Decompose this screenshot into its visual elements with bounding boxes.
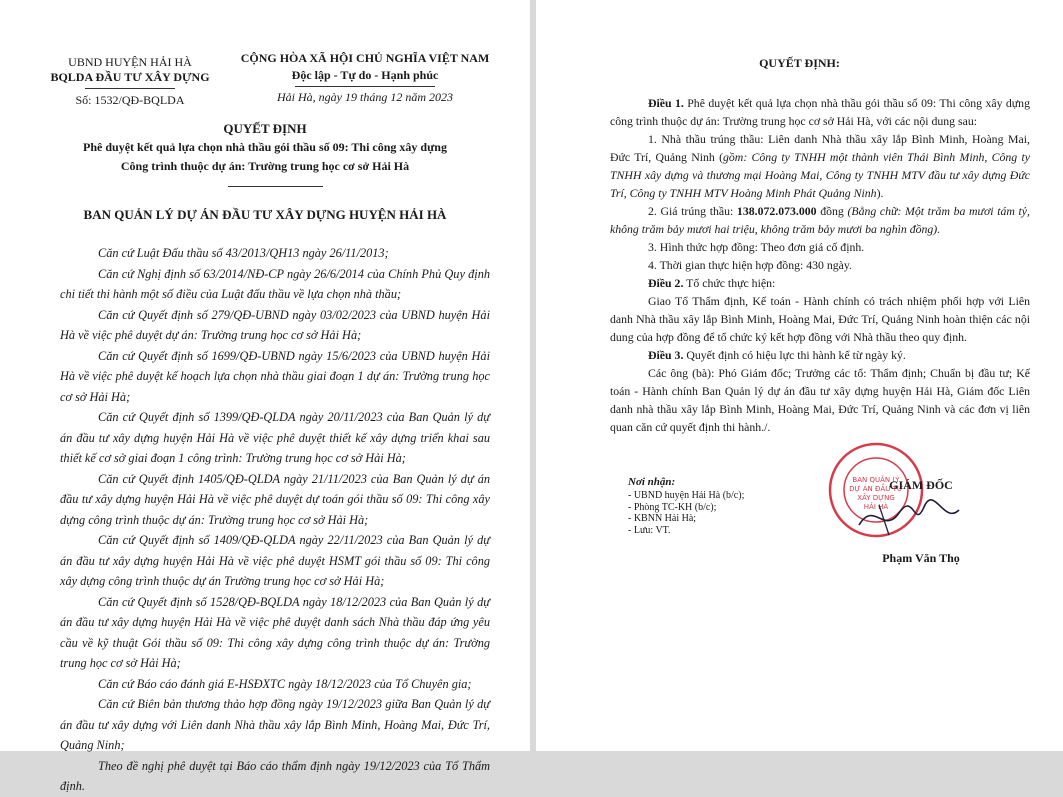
basis-item: Căn cứ Quyết định số 279/QĐ-UBND ngày 03/02/2023 của UBND huyện Hải Hà về việc phê duyệt dự án: Trường trung học cơ sở Hải Hà;: [60, 307, 490, 342]
article-2: [610, 274, 1030, 292]
decision-heading: QUYẾT ĐỊNH:: [759, 56, 840, 70]
place-date: Hải Hà, ngày 19 tháng 12 năm 2023: [277, 90, 453, 104]
doc-number: Số: 1532/QĐ-BQLDA: [75, 93, 185, 107]
signer-title: GIÁM ĐỐC: [889, 478, 953, 492]
agency-name: BQLDA ĐẦU TƯ XÂY DỰNG: [50, 70, 210, 84]
signature-scribble: [854, 495, 964, 540]
svg-text:BAN QUẢN LÝ: BAN QUẢN LÝ: [852, 476, 900, 484]
basis-item: Căn cứ Nghị định số 63/2014/NĐ-CP ngày 26/6/2014 của Chính Phủ Quy định chi tiết thi hành một số điều của Luật đấu thầu về lựa chọn nhà thầu;: [60, 266, 490, 301]
motto: Độc lập - Tự do - Hạnh phúc: [291, 68, 439, 82]
article-3-label: Điều 3.: [648, 348, 684, 362]
basis-item: Căn cứ Quyết định số 1528/QĐ-BQLDA ngày 18/12/2023 của Ban Quản lý dự án đầu tư xây dựng huyện Hải Hà về việc phê duyệt danh sách Nhà thầu đáp ứng yêu cầu về kỹ thuật Gói thầu số 09: Thi công xây dựng công trình thuộc dự án: Trường trung học cơ sở Hải Hà;: [60, 594, 490, 670]
page-1: [0, 0, 530, 793]
item-2-prefix: 2. Giá trúng thầu:: [648, 204, 737, 218]
decision-body: [610, 94, 1030, 436]
item-3: 3. Hình thức hợp đồng: Theo đơn giá cố định.: [648, 240, 865, 254]
article-2-title: Tổ chức thực hiện:: [686, 276, 776, 290]
article-3: [610, 346, 1030, 364]
item-4: 4. Thời gian thực hiện hợp đồng: 430 ngày.: [648, 258, 852, 272]
item-1-members: gồm: Công ty TNHH một thành viên Thái Bình Minh, Công ty TNHH xây dựng và thương mại Hoàng Mai, Công ty TNHH MTV đầu tư xây dựng Đức Trí, Công ty TNHH MTV Hoàng Minh Phát Quảng Ninh: [610, 150, 1030, 200]
doc-type: QUYẾT ĐỊNH: [223, 121, 307, 136]
article-3-text: Các ông (bà): Phó Giám đốc; Trưởng các tổ: Thẩm định; Chuẩn bị đầu tư; Kế toán - Hành chính Ban Quản lý dự án đầu tư xây dựng huyện Hải Hà, Giám đốc Liên danh nhà thầu xây lắp Bình Minh, Hoàng Mai, Đức Trí, Quảng Ninh và các đơn vị liên quan căn cứ quyết định thi hành./.: [610, 366, 1030, 434]
item-1-text: 1. Nhà thầu trúng thầu: Liên danh Nhà thầu xây lắp Bình Minh, Hoàng Mai, Đức Trí, Quảng Ninh (: [610, 132, 1030, 164]
item-1: [610, 130, 1030, 202]
svg-text:DỰ ÁN ĐẦU TƯ: DỰ ÁN ĐẦU TƯ: [849, 485, 903, 493]
recipient-item: - KBNN Hải Hà;: [628, 513, 697, 524]
basis-item: Căn cứ Báo cáo đánh giá E-HSĐXTC ngày 18/12/2023 của Tổ Chuyên gia;: [98, 676, 472, 691]
issuer: BAN QUẢN LÝ DỰ ÁN ĐẦU TƯ XÂY DỰNG HUYỆN HẢI HÀ: [83, 207, 447, 222]
basis-item: Căn cứ Quyết định số 1699/QĐ-UBND ngày 15/6/2023 của UBND huyện Hải Hà về việc phê duyệt kế hoạch lựa chọn nhà thầu giai đoạn 1 dự án: Trường trung học cơ sở Hải Hà;: [60, 348, 490, 404]
item-2: [610, 202, 1030, 238]
basis-item: Căn cứ Biên bản thương thảo hợp đồng ngày 19/12/2023 giữa Ban Quản lý dự án đầu tư xây dựng với Liên danh Nhà thầu xây lắp Bình Minh, Hoàng Mai, Đức Trí, Quảng Ninh;: [60, 697, 490, 752]
motto-underline: [295, 86, 435, 87]
article-3-title: Quyết định có hiệu lực thi hành kể từ ngày ký.: [686, 348, 906, 362]
bases-list: [60, 243, 490, 797]
recipient-item: - Phòng TC-KH (b/c);: [628, 501, 717, 513]
item-1-end: ).: [876, 186, 884, 200]
page-2: [536, 0, 1063, 751]
item-2-unit: đồng: [816, 204, 848, 218]
article-1-label: Điều 1.: [648, 96, 684, 110]
article-2-label: Điều 2.: [648, 276, 684, 290]
basis-item: Căn cứ Quyết định số 1409/QĐ-QLDA ngày 22/11/2023 của Ban Quản lý dự án đầu tư xây dựng huyện Hải Hà về việc phê duyệt HSMT gói thầu số 09: Thi công xây dựng công trình thuộc dự án Trường trung học cơ sở Hải Hà;: [60, 533, 490, 588]
subject-line-1: Phê duyệt kết quả lựa chọn nhà thầu gói thầu số 09: Thi công xây dựng: [83, 140, 447, 154]
basis-item: Căn cứ Quyết định số 1399/QĐ-QLDA ngày 20/11/2023 của Ban Quản lý dự án đầu tư xây dựng huyện Hải Hà về việc phê duyệt thiết kế xây dựng triển khai sau thiết kế cơ sở giai đoạn 1 công trình: Trường trung học cơ sở Hải Hà;: [60, 410, 490, 465]
item-2-words: (Bằng chữ: Một trăm ba mươi tám tỷ, không trăm bảy mươi hai triệu, không trăm bảy mươi ba nghìn đồng).: [610, 204, 1030, 236]
recipient-item: - UBND huyện Hải Hà (b/c);: [628, 490, 745, 501]
signer-name: Phạm Văn Thọ: [882, 551, 960, 565]
recipients-heading: Nơi nhận:: [628, 476, 676, 488]
recipients-list: [628, 490, 744, 536]
title-underline: [228, 186, 323, 187]
nation-name: CỘNG HÒA XÃ HỘI CHỦ NGHĨA VIỆT NAM: [240, 51, 490, 65]
agency-underline: [85, 88, 175, 89]
svg-text:HẢI HÀ: HẢI HÀ: [863, 503, 889, 511]
basis-item: Căn cứ Quyết định 1405/QĐ-QLDA ngày 21/11/2023 của Ban Quản lý dự án đầu tư xây dựng huyện Hải Hà về việc phê duyệt dự toán gói thầu số 09: Thi công xây dựng công trình thuộc dự án: Trường trung học cơ sở Hải Hà;: [60, 471, 490, 527]
basis-item: Theo đề nghị phê duyệt tại Báo cáo thẩm định ngày 19/12/2023 của Tổ Thẩm định.: [60, 758, 490, 793]
agency-parent: UBND HUYỆN HẢI HÀ: [68, 55, 192, 69]
basis-item: Căn cứ Luật Đấu thầu số 43/2013/QH13 ngày 26/11/2013;: [98, 246, 389, 260]
article-2-text: Giao Tổ Thẩm định, Kế toán - Hành chính có trách nhiệm phối hợp với Liên danh Nhà thầu xây lắp Bình Minh, Hoàng Mai, Đức Trí, Quảng Ninh hoàn thiện các nội dung của hợp đồng để tổ chức ký kết hợp đồng với Nhà thầu theo quy định.: [610, 294, 1030, 344]
article-1: [610, 94, 1030, 130]
svg-text:XÂY DỰNG: XÂY DỰNG: [857, 494, 895, 502]
recipient-item: - Lưu: VT.: [628, 524, 671, 536]
article-1-text: Phê duyệt kết quả lựa chọn nhà thầu gói thầu số 09: Thi công xây dựng công trình thuộc dự án: Trường trung học cơ sở Hải Hà, với các nội dung sau:: [610, 96, 1030, 128]
item-2-amount: 138.072.073.000: [736, 204, 817, 218]
subject-line-2: Công trình thuộc dự án: Trường trung học cơ sở Hải Hà: [120, 159, 410, 173]
